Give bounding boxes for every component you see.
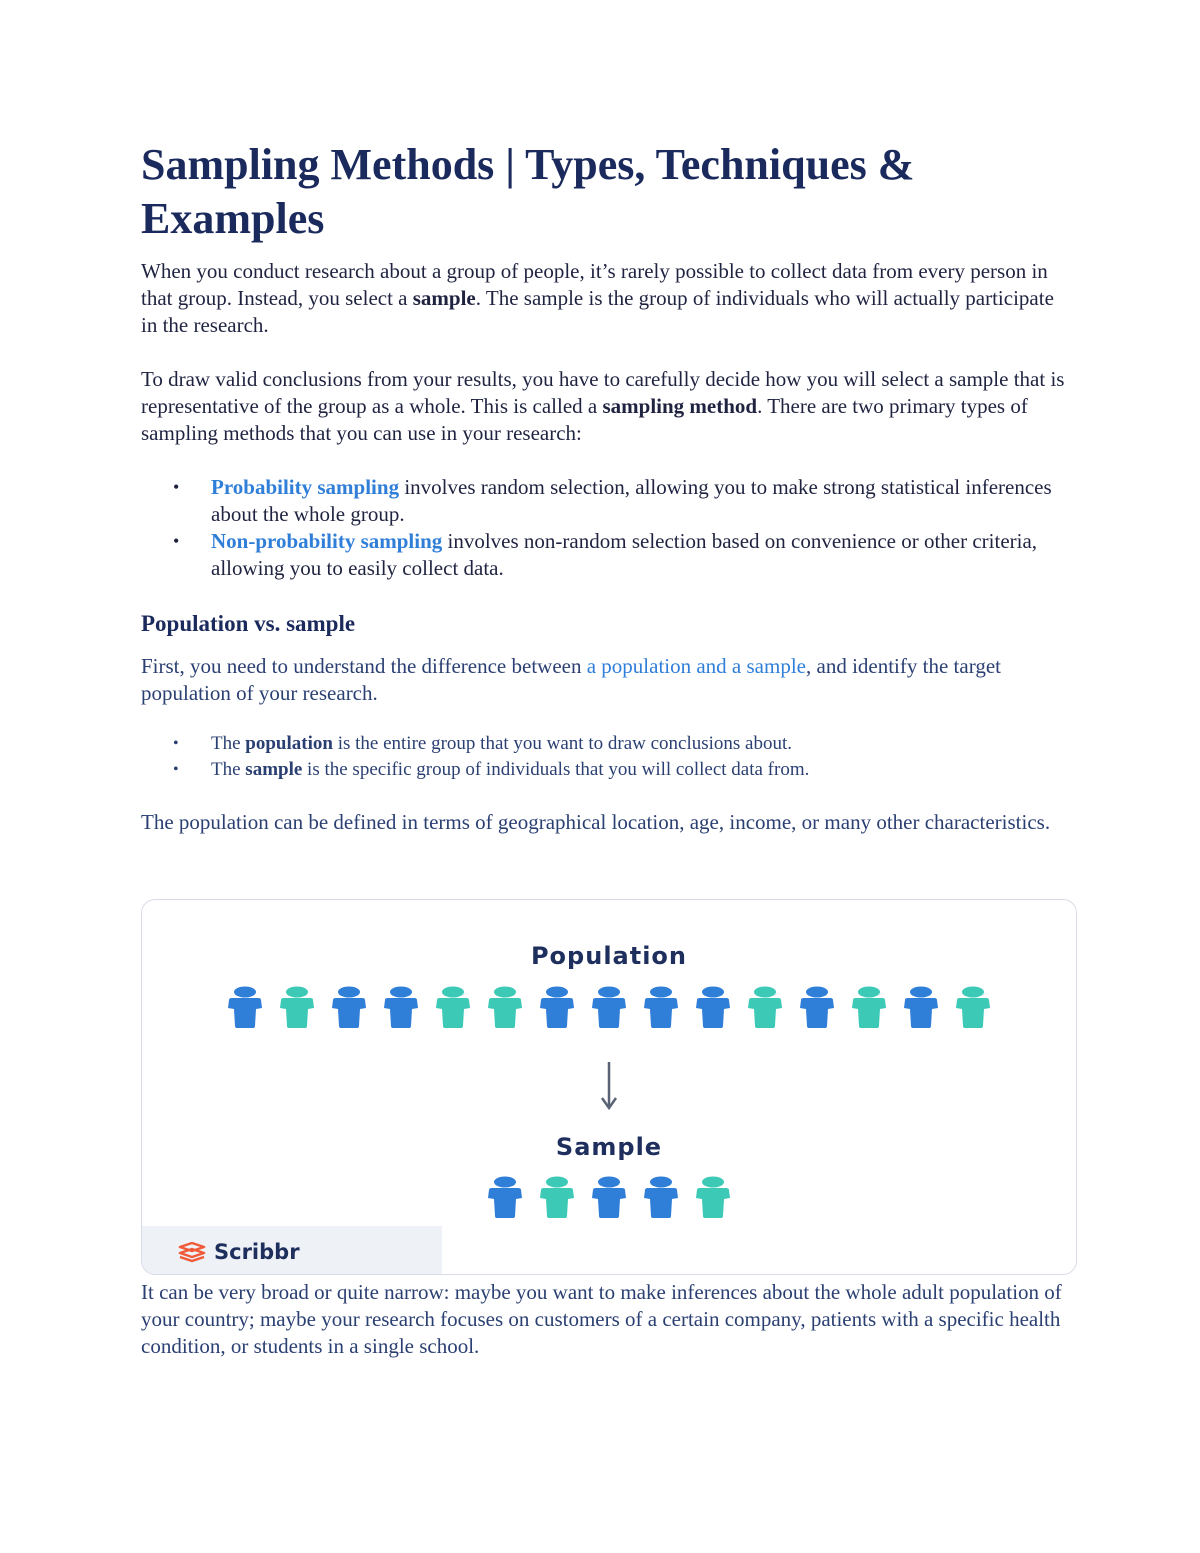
- intro-text: . The sample is the group of individuals who will actually participate in the research.: [141, 286, 1054, 337]
- population-label: Population: [530, 942, 688, 970]
- term-sample: sample: [412, 286, 476, 310]
- intro-paragraph-1: [141, 258, 1071, 339]
- intro-paragraph-2: [141, 366, 1071, 447]
- intro-text: . There are two primary types of sampling methods that you can use in your research:: [141, 394, 1028, 445]
- person-icon: [693, 986, 733, 1028]
- section-text: , and identify the target population of your research.: [141, 654, 1001, 705]
- person-icon: [381, 986, 421, 1028]
- person-icon: [901, 986, 941, 1028]
- non-probability-sampling-link[interactable]: Non-probability sampling: [211, 529, 443, 553]
- bullet: •: [173, 761, 179, 778]
- bullet: •: [173, 477, 180, 497]
- intro-text: When you conduct research about a group of people, it’s rarely possible to collect data from every person in that group. Instead, you select a: [141, 259, 1048, 310]
- bullet: •: [173, 735, 179, 752]
- probability-sampling-link[interactable]: Probability sampling: [211, 475, 400, 499]
- brand-name: Scribbr: [214, 1240, 300, 1264]
- after-figure-paragraph: It can be very broad or quite narrow: maybe you want to make inferences about the whole adult population of your country; maybe your research focuses on customers of a certain company, patients with a specific health condition, or students in a single school.: [141, 1280, 1062, 1358]
- population-sample-link[interactable]: a population and a sample: [586, 654, 806, 678]
- population-row: [142, 986, 1076, 1028]
- page-title: Sampling Methods | Types, Techniques & Examples: [141, 140, 915, 243]
- person-icon: [797, 986, 837, 1028]
- person-icon: [485, 1176, 525, 1218]
- sample-row: [142, 1176, 1076, 1218]
- person-icon: [589, 986, 629, 1028]
- person-icon: [641, 986, 681, 1028]
- person-icon: [225, 986, 265, 1028]
- list-item-text: involves non-random selection based on convenience or other criteria, allowing you to easily collect data.: [211, 529, 1038, 580]
- term-sample: sample: [245, 759, 303, 780]
- scribbr-logo-icon: [178, 1241, 206, 1263]
- population-sample-figure: [141, 899, 1077, 1275]
- person-icon: [641, 1176, 681, 1218]
- section-text: First, you need to understand the difference between: [141, 654, 587, 678]
- person-icon: [953, 986, 993, 1028]
- sampling-types-list: [141, 474, 1071, 582]
- person-icon: [589, 1176, 629, 1218]
- list-item: [141, 757, 1071, 783]
- document-content: [141, 138, 1071, 836]
- person-icon: [433, 986, 473, 1028]
- def-text: The: [211, 733, 246, 754]
- list-item: [141, 731, 1071, 757]
- person-icon: [849, 986, 889, 1028]
- person-icon: [329, 986, 369, 1028]
- bullet: •: [173, 531, 180, 551]
- list-item: [141, 528, 1071, 582]
- section-heading: Population vs. sample: [141, 611, 356, 636]
- list-item: [141, 474, 1071, 528]
- person-icon: [745, 986, 785, 1028]
- term-sampling-method: sampling method: [602, 394, 758, 418]
- list-item-text: involves random selection, allowing you to make strong statistical inferences about the whole group.: [211, 475, 1052, 526]
- person-icon: [693, 1176, 733, 1218]
- term-population: population: [245, 733, 333, 754]
- def-text: is the entire group that you want to draw conclusions about.: [332, 733, 793, 754]
- section-paragraph: [141, 653, 1071, 707]
- intro-text: To draw valid conclusions from your results, you have to carefully decide how you will select a sample that is representative of the group as a whole. This is called a: [141, 367, 1065, 418]
- person-icon: [537, 1176, 577, 1218]
- def-text: The: [211, 759, 246, 780]
- section-paragraph-2: The population can be defined in terms of geographical location, age, income, or many other characteristics.: [141, 810, 1051, 834]
- definitions-list: [141, 731, 1071, 783]
- scribbr-brand: [178, 1240, 300, 1264]
- arrow-down-icon: [599, 1060, 619, 1112]
- def-text: is the specific group of individuals that you will collect data from.: [302, 759, 810, 780]
- person-icon: [485, 986, 525, 1028]
- sample-label: Sample: [555, 1133, 663, 1161]
- person-icon: [537, 986, 577, 1028]
- person-icon: [277, 986, 317, 1028]
